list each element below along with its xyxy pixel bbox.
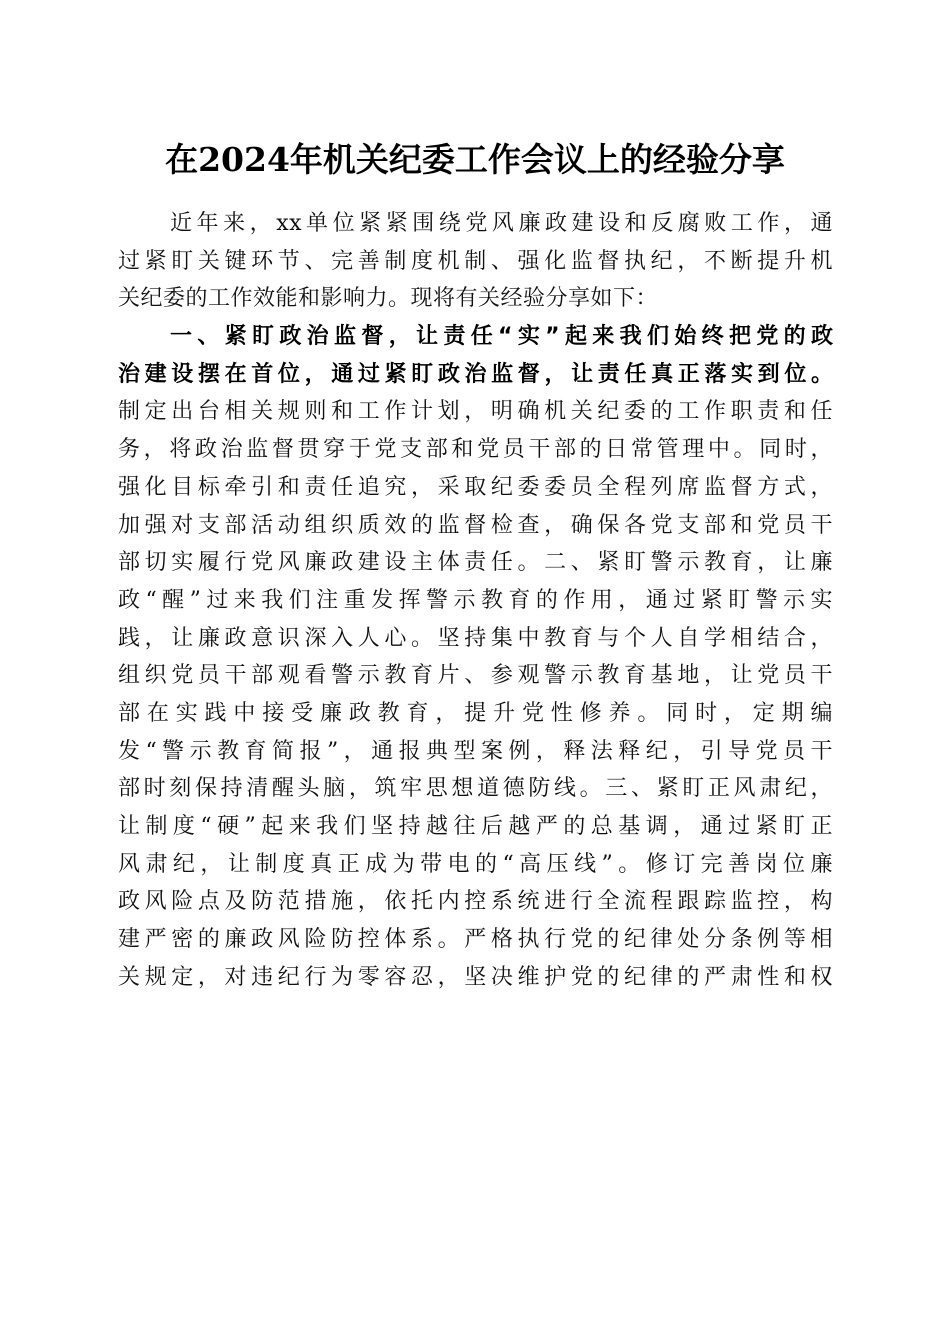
- section-heading-line: 一、紧盯政治监督，让责任“实”起来我们始终把党的政: [170, 324, 833, 350]
- paragraph-line: 发“警示教育简报”，通报典型案例，释法释纪，引导党员干: [118, 738, 833, 764]
- paragraph-line: 强化目标牵引和责任追究，采取纪委委员全程列席监督方式，: [118, 474, 833, 500]
- paragraph-line: 政“醒”过来我们注重发挥警示教育的作用，通过紧盯警示实: [118, 587, 833, 613]
- paragraph-line: 部时刻保持清醒头脑，筑牢思想道德防线。三、紧盯正风肃纪，: [118, 776, 833, 802]
- paragraph-line: 关纪委的工作效能和影响力。现将有关经验分享如下：: [118, 286, 659, 312]
- paragraph-line: 让制度“硬”起来我们坚持越往后越严的总基调，通过紧盯正: [118, 814, 833, 839]
- paragraph-line: 政风险点及防范措施，依托内控系统进行全流程跟踪监控，构: [118, 889, 833, 915]
- document-body: [118, 205, 833, 996]
- paragraph-line: 践，让廉政意识深入人心。坚持集中教育与个人自学相结合，: [118, 625, 833, 651]
- document-title: 在2024年机关纪委工作会议上的经验分享: [165, 140, 785, 179]
- paragraph-line: 关规定，对违纪行为零容忍，坚决维护党的纪律的严肃性和权: [118, 964, 833, 990]
- paragraph-line: 建严密的廉政风险防控体系。严格执行党的纪律处分条例等相: [118, 927, 833, 953]
- paragraph-line: 加强对支部活动组织质效的监督检查，确保各党支部和党员干: [118, 512, 833, 538]
- paragraph-line: 部切实履行党风廉政建设主体责任。二、紧盯警示教育，让廉: [118, 550, 833, 576]
- paragraph-line: 务，将政治监督贯穿于党支部和党员干部的日常管理中。同时，: [118, 437, 833, 463]
- paragraph-line: 部在实践中接受廉政教育，提升党性修养。同时，定期编: [118, 700, 833, 726]
- section-heading-line: 治建设摆在首位，通过紧盯政治监督，让责任真正落实到位。: [118, 361, 833, 387]
- paragraph-line: 近年来，xx单位紧紧围绕党风廉政建设和反腐败工作，通: [170, 211, 833, 236]
- paragraph-line: 风肃纪，让制度真正成为带电的“高压线”。修订完善岗位廉: [118, 851, 833, 877]
- paragraph-line: 过紧盯关键环节、完善制度机制、强化监督执纪，不断提升机: [118, 248, 833, 274]
- paragraph-line: 制定出台相关规则和工作计划，明确机关纪委的工作职责和任: [118, 399, 833, 425]
- paragraph-line: 组织党员干部观看警示教育片、参观警示教育基地，让党员干: [118, 663, 833, 689]
